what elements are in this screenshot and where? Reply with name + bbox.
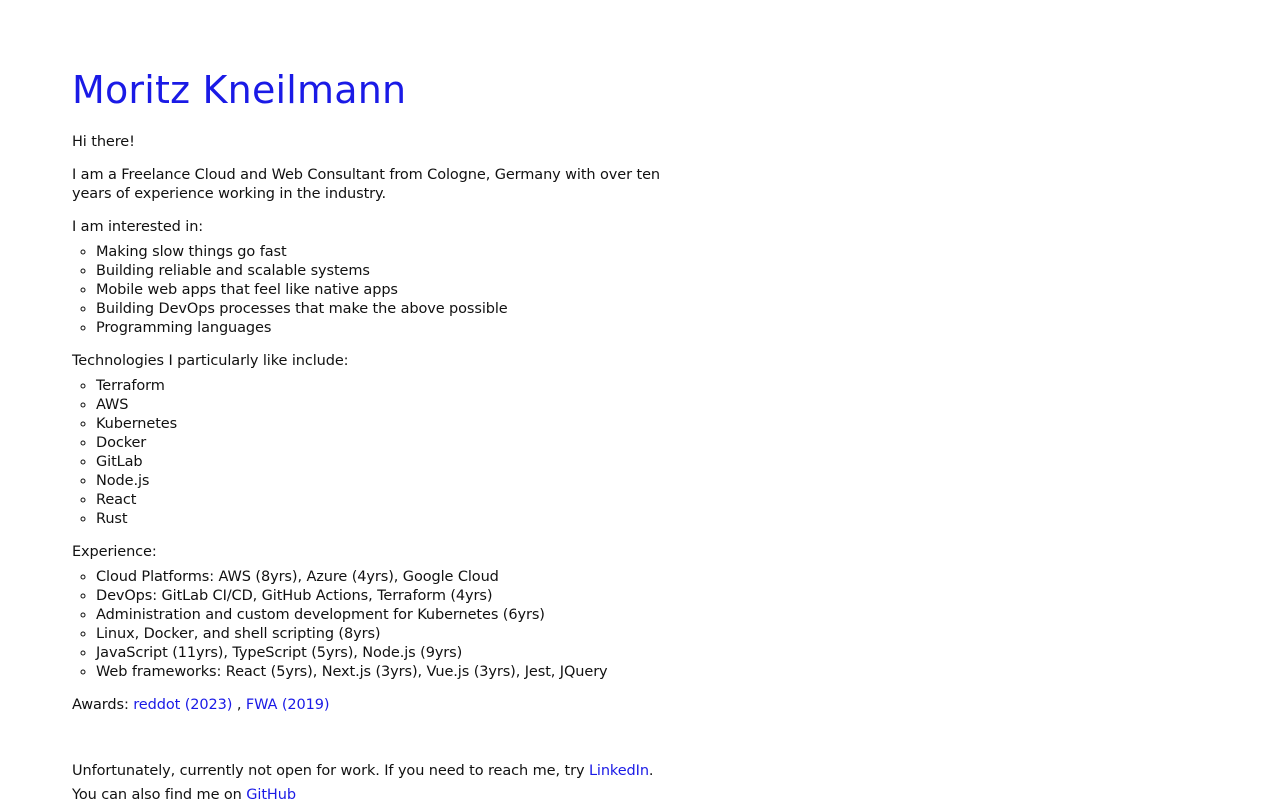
list-item: ◦ GitLab bbox=[96, 453, 692, 472]
reddot-award-link[interactable]: reddot (2023) bbox=[133, 697, 233, 713]
bio-text: I am a Freelance Cloud and Web Consultant from Cologne, Germany with over ten years of experience working in the industry. bbox=[72, 167, 660, 202]
technologies-list bbox=[72, 377, 692, 529]
interests-label: I am interested in: bbox=[72, 219, 204, 235]
awards-separator: , bbox=[232, 697, 246, 713]
list-item: ◦ Programming languages bbox=[96, 319, 692, 338]
technologies-label: Technologies I particularly like include: bbox=[72, 353, 349, 369]
awards-label: Awards: bbox=[72, 697, 134, 713]
experience-label: Experience: bbox=[72, 544, 157, 560]
contact-text: Unfortunately, currently not open for work. If you need to reach me, try bbox=[72, 763, 589, 779]
list-item: ◦ Kubernetes bbox=[96, 415, 692, 434]
github-link[interactable]: GitHub bbox=[246, 787, 296, 803]
interests-list bbox=[72, 243, 692, 338]
list-item: ◦ JavaScript (11yrs), TypeScript (5yrs), Node.js (9yrs) bbox=[96, 644, 692, 663]
list-item: ◦ AWS bbox=[96, 396, 692, 415]
list-item: ◦ Web frameworks: React (5yrs), Next.js (3yrs), Vue.js (3yrs), Jest, JQuery bbox=[96, 663, 692, 682]
page-content bbox=[72, 64, 692, 805]
list-item: ◦ Linux, Docker, and shell scripting (8yrs) bbox=[96, 625, 692, 644]
experience-list bbox=[72, 568, 692, 682]
page-title: Moritz Kneilmann bbox=[72, 68, 407, 112]
contact-suffix: . bbox=[648, 763, 654, 779]
list-item: ◦ Cloud Platforms: AWS (8yrs), Azure (4yrs), Google Cloud bbox=[96, 568, 692, 587]
github-line bbox=[72, 786, 692, 805]
list-item: ◦ Building reliable and scalable systems bbox=[96, 262, 692, 281]
awards-line bbox=[72, 696, 692, 715]
list-item: ◦ DevOps: GitLab CI/CD, GitHub Actions, Terraform (4yrs) bbox=[96, 587, 692, 606]
contact-line bbox=[72, 762, 692, 781]
list-item: ◦ Administration and custom development for Kubernetes (6yrs) bbox=[96, 606, 692, 625]
greeting-text: Hi there! bbox=[72, 134, 135, 150]
list-item: ◦ Node.js bbox=[96, 472, 692, 491]
list-item: ◦ React bbox=[96, 491, 692, 510]
list-item: ◦ Rust bbox=[96, 510, 692, 529]
list-item: ◦ Building DevOps processes that make the above possible bbox=[96, 300, 692, 319]
linkedin-link[interactable]: LinkedIn bbox=[588, 763, 649, 779]
fwa-award-link[interactable]: FWA (2019) bbox=[245, 697, 330, 713]
list-item: ◦ Mobile web apps that feel like native apps bbox=[96, 281, 692, 300]
list-item: ◦ Terraform bbox=[96, 377, 692, 396]
list-item: ◦ Docker bbox=[96, 434, 692, 453]
list-item: ◦ Making slow things go fast bbox=[96, 243, 692, 262]
github-text: You can also find me on bbox=[72, 787, 247, 803]
